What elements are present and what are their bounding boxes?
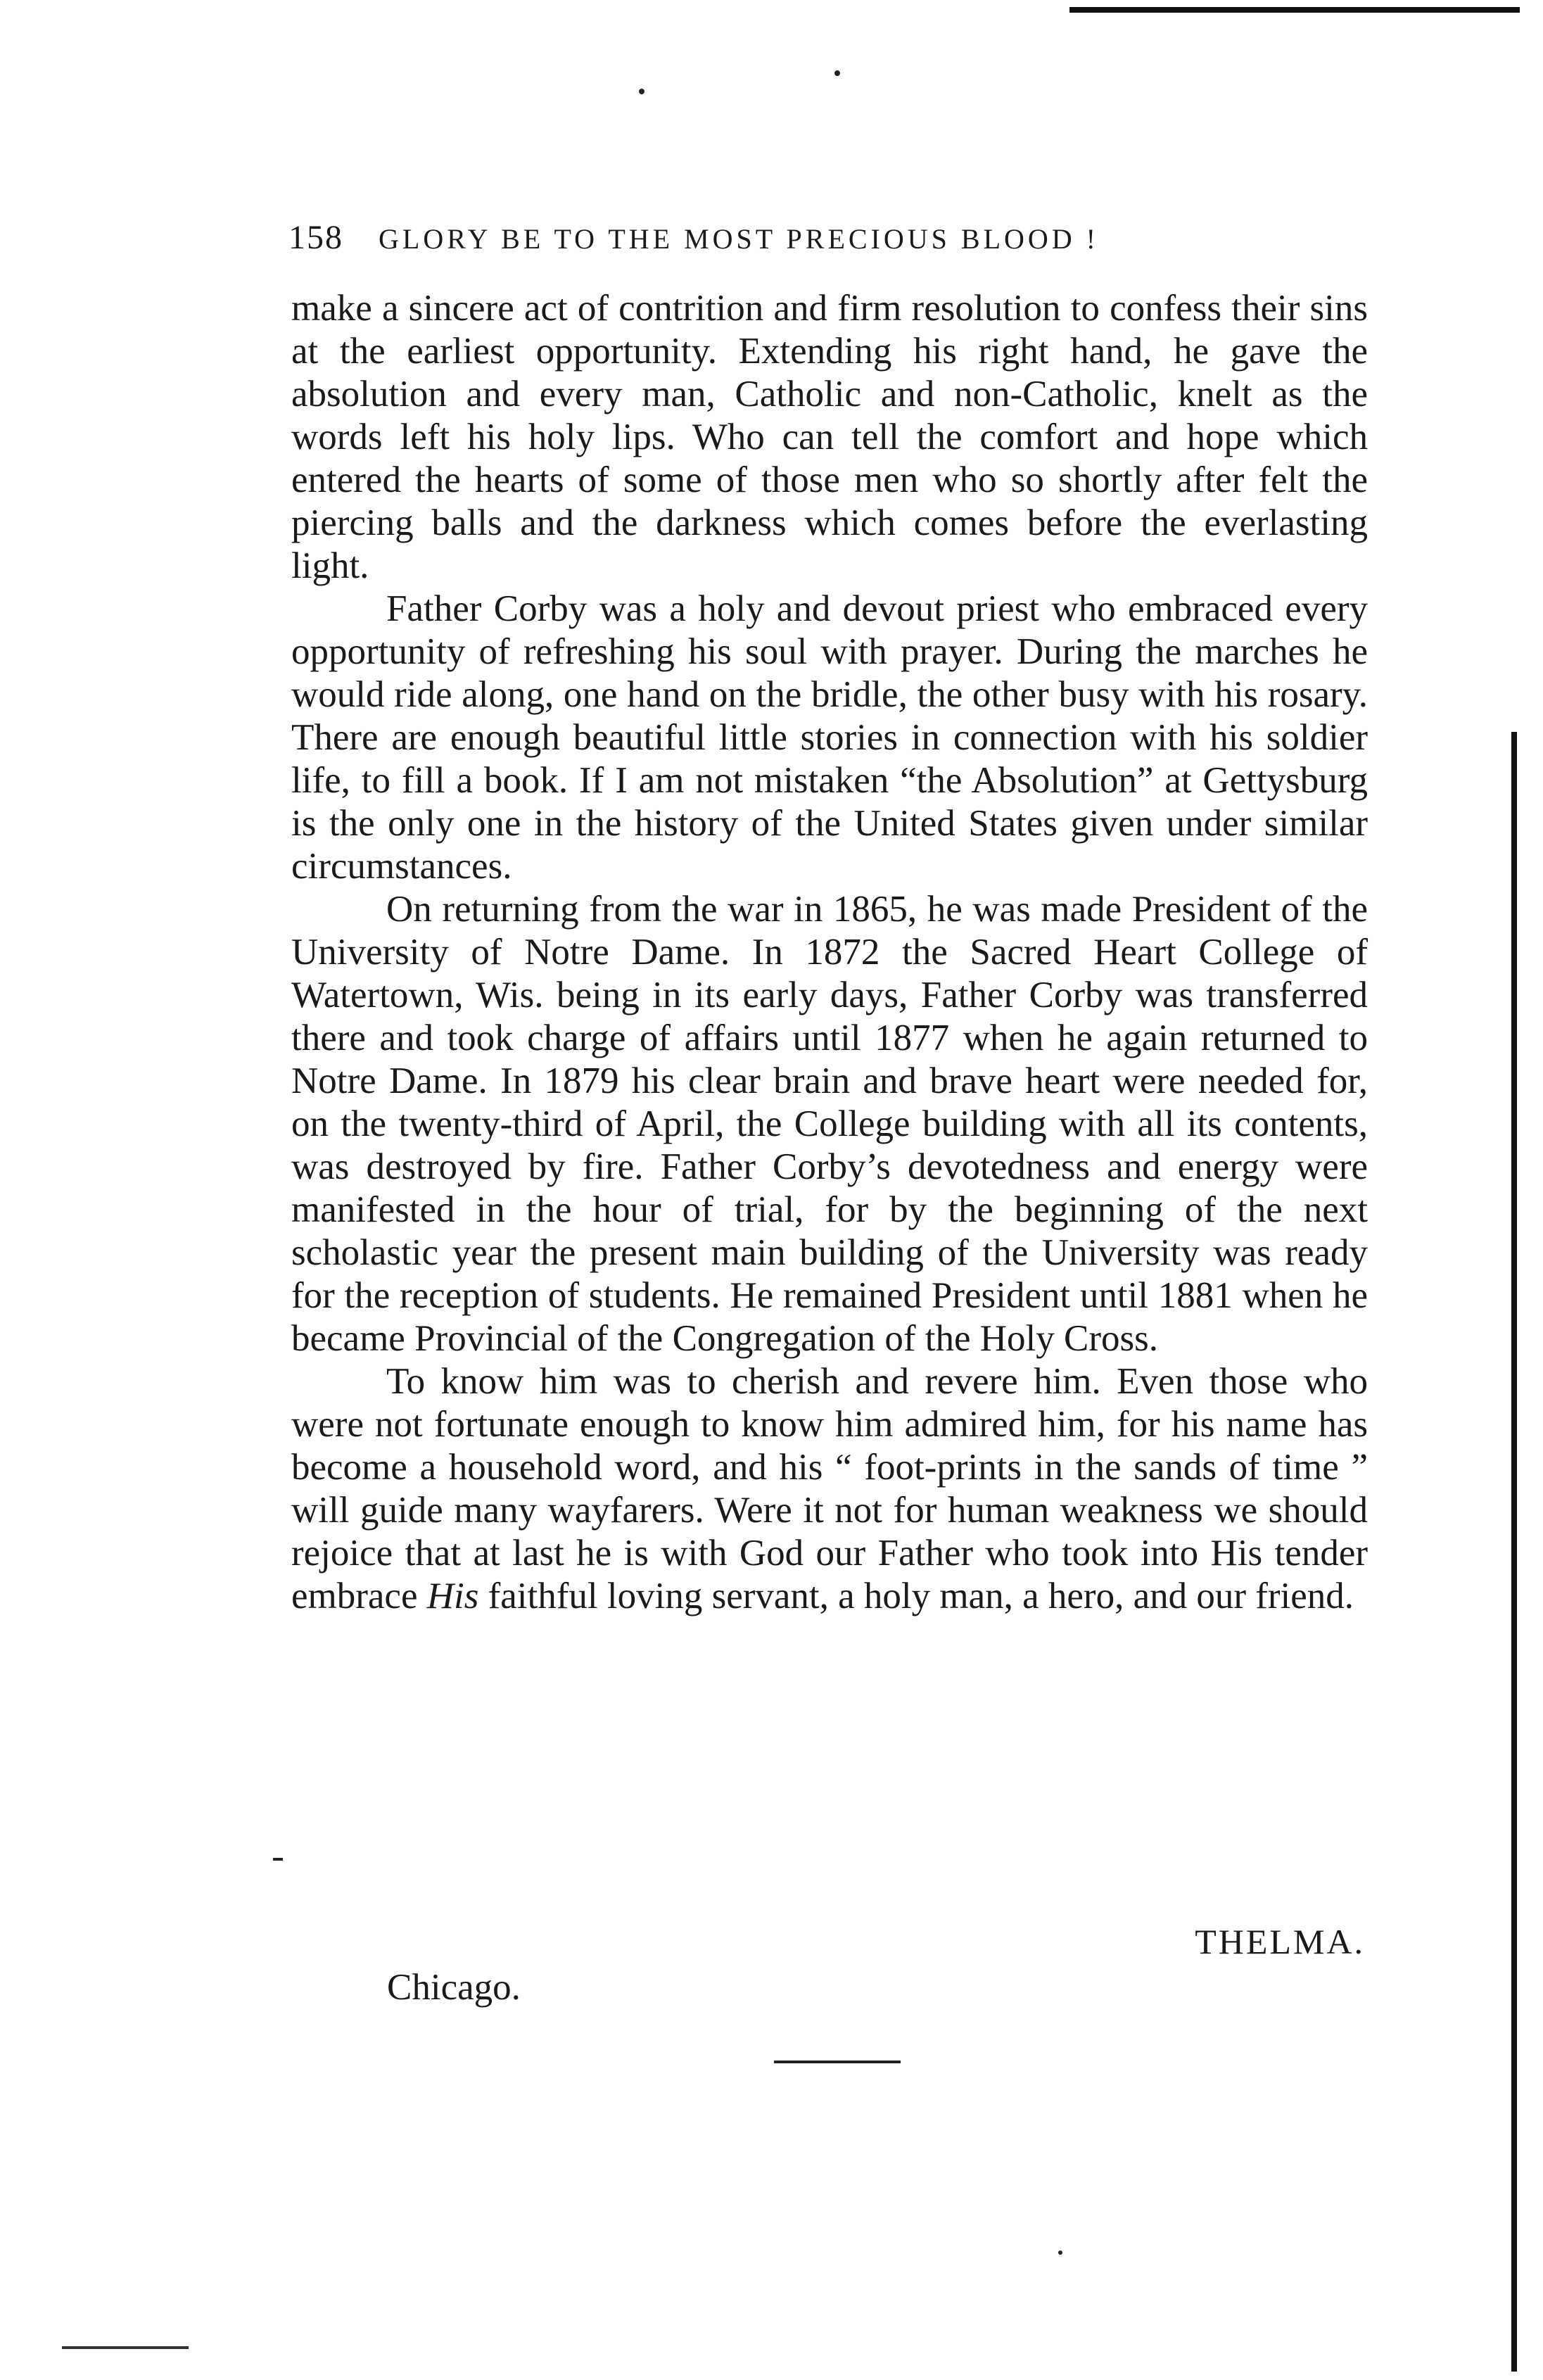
bottom-margin-mark xyxy=(62,2346,189,2349)
paragraph-2: Father Corby was a holy and devout priest who embraced every opportunity of refreshing his soul with prayer. During the marches he would ride along, one hand on the bridle, the other busy with his rosary. There are enough beautiful little stories in connection with his soldier life, to fill a book. If I am not mistaken “the Absolution” at Gettysburg is the only one in the history of the United States given under similar circumstances. xyxy=(291,588,1368,887)
right-margin-rule xyxy=(1511,732,1517,2372)
running-header xyxy=(288,218,1238,260)
ink-speck xyxy=(639,89,644,94)
paragraph-1: make a sincere act of contrition and firm resolution to confess their sins at the earliest opportunity. Extending his right hand, he gave the absolution and every man, Catholic and non-Catholic, knelt as the words left his holy lips. Who can tell the comfort and hope which entered the hearts of some of those men who so shortly after felt the piercing balls and the darkness which comes before the everlasting light. xyxy=(291,288,1368,586)
author-signature: THELMA. xyxy=(1195,1922,1365,1961)
end-rule xyxy=(774,2061,901,2063)
paragraph-4-text-before: To know him was to cherish and revere him. Even those who were not fortunate enough to know him admired him, for his name has become a household word, and his “ foot-prints in the sands of time ” will guide many wayfarers. Were it not for human weakness we should rejoice that at last he is with God our Father who took into His tender embrace xyxy=(291,1361,1368,1616)
top-border-rule xyxy=(1069,7,1520,13)
running-title: GLORY BE TO THE MOST PRECIOUS BLOOD ! xyxy=(379,223,1099,255)
ink-speck xyxy=(834,70,840,76)
page-number: 158 xyxy=(288,219,343,256)
margin-dash xyxy=(273,1858,283,1861)
body-text xyxy=(291,287,1368,1618)
paragraph-3: On returning from the war in 1865, he was made President of the University of Notre Dame. In 1872 the Sacred Heart College of Watertown, Wis. being in its early days, Father Corby was transferred there and took charge of affairs until 1877 when he again returned to Notre Dame. In 1879 his clear brain and brave heart were needed for, on the twenty-third of April, the College building with all its contents, was destroyed by fire. Father Corby’s devotedness and energy were manifested in the hour of trial, for by the beginning of the next scholastic year the present main building of the University was ready for the reception of students. He remained President until 1881 when he became Provincial of the Congregation of the Holy Cross. xyxy=(291,889,1368,1359)
ink-speck xyxy=(1058,2251,1062,2255)
place-line: Chicago. xyxy=(387,1967,521,2008)
paragraph-4-emphasis: His xyxy=(426,1576,479,1616)
paragraph-4-text-after: faithful loving servant, a holy man, a hero, and our friend. xyxy=(478,1576,1354,1616)
paragraph-4 xyxy=(291,1360,1368,1618)
